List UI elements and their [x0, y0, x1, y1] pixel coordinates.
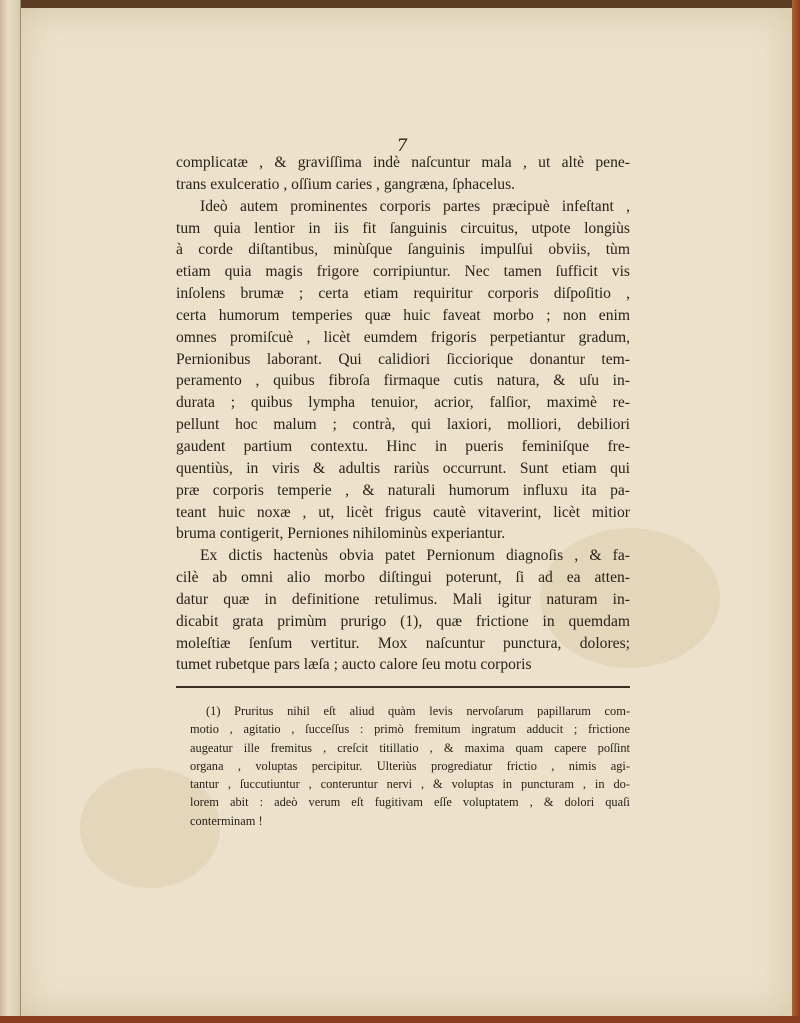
footnote-line: (1) Pruritus nihil eſt aliud quàm levis nervoſarum papillarum com- [206, 704, 630, 718]
text-line: quentiùs, in viris & adultis rariùs occurrunt. Sunt etiam qui [176, 459, 630, 477]
cover-edge-bottom [0, 1016, 800, 1023]
text-line: Pernionibus laborant. Qui calidiori ſicciorique donantur tem- [176, 350, 630, 368]
footnote-line: conterminam ! [190, 813, 263, 828]
text-line: præ corporis temperie , & naturali humorum influxu ita pa- [176, 481, 630, 499]
text-line: gaudent partium contextu. Hinc in pueris feminiſque fre- [176, 437, 630, 455]
text-line: Ideò autem prominentes corporis partes præcipuè infeſtant , [200, 197, 630, 215]
footnote-line: organa , voluptas percipitur. Ulteriùs progrediatur frictio , nimis agi- [190, 758, 630, 773]
text-line: Ex dictis hactenùs obvia patet Pernionum diagnoſis , & fa- [200, 547, 630, 565]
text-line: inſolens brumæ ; certa etiam requiritur corporis diſpoſitio , [176, 285, 630, 303]
text-line: bruma contigerit, Perniones nihilominùs experiantur. [176, 525, 506, 543]
text-line: teant huic noxæ , ut, licèt frigus cautè vitaverint, licèt mitior [176, 503, 630, 521]
footnote-rule [176, 686, 630, 688]
text-line: etiam quia magis frigore corripiuntur. Nec tamen ſufficit vis [176, 263, 630, 281]
footnote-line: motio , agitatio , ſucceſſus : primò fremitum ingratum adducit ; frictione [190, 722, 630, 737]
text-line: tum quia lentior in iis fit ſanguinis circuitus, utpote longiùs [176, 219, 630, 237]
text-line: datur quæ in definitione retulimus. Mali igitur naturam in- [176, 590, 630, 608]
text-line: pellunt hoc malum ; contrà, qui laxiori, molliori, debiliori [176, 416, 630, 434]
book-spine [0, 0, 21, 1023]
cover-edge-right [792, 0, 800, 1023]
text-line: trans exulceratio , oſſium caries , gangræna, ſphacelus. [176, 175, 516, 193]
text-line: complicatæ , & graviſſima indè naſcuntur mala , ut altè pene- [176, 154, 630, 171]
text-line: durata ; quibus lympha tenuior, acrior, falſior, maximè re- [176, 394, 630, 412]
text-line: dicabit grata primùm prurigo (1), quæ frictione in quemdam [176, 612, 630, 630]
text-line: moleſtiæ ſenſum vertitur. Mox naſcuntur punctura, dolores; [176, 634, 630, 652]
footnote-line: augeatur ille fremitus , creſcit titillatio , & maxima quam capere poſſint [190, 740, 630, 755]
text-line: tumet rubetque pars læſa ; aucto calore ſeu motu corporis [176, 656, 532, 674]
text-line: cilè ab omni alio morbo diſtingui poterunt, ſi ad ea atten- [176, 569, 630, 587]
footnote-line: lorem abit : adeò verum eſt fugitivam eſſe voluptatem , & dolori quaſi [190, 795, 630, 810]
footnote-line: tantur , ſuccutiuntur , conteruntur nervi , & voluptas in puncturam , in do- [190, 777, 630, 792]
page-number: 7 [396, 136, 408, 156]
body-text [176, 152, 630, 676]
text-line: certa humorum temperies quæ huic faveat morbo ; non enim [176, 306, 630, 324]
text-line: omnes promiſcuè , licèt eumdem frigoris perpetiantur gradum, [176, 328, 630, 346]
text-line: peramento , quibus fibroſa firmaque cutis natura, & uſu in- [176, 372, 630, 390]
text-line: à corde diſtantibus, minùſque ſanguinis impulſui obviis, tùm [176, 241, 630, 259]
footnote [190, 702, 630, 830]
